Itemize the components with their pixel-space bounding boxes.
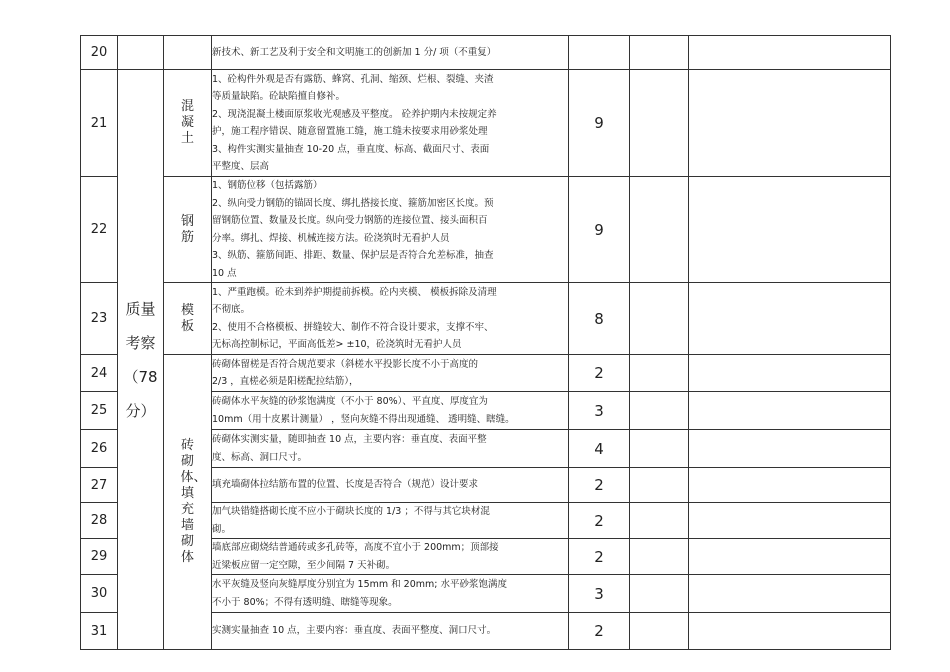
table-row (81, 36, 891, 70)
table-row (81, 283, 891, 355)
category-label-1: 质量 (125, 299, 156, 318)
subcategory-cell (164, 177, 212, 283)
subcategory-cell (164, 355, 212, 650)
blank-cell (630, 468, 689, 503)
category-cell (118, 36, 164, 70)
blank-cell (630, 70, 689, 177)
row-number: 30 (81, 575, 118, 613)
blank-cell (689, 613, 891, 650)
row-number: 28 (81, 503, 118, 539)
table-row (81, 70, 891, 177)
score-cell: 3 (569, 392, 630, 430)
subcategory-cell (164, 70, 212, 177)
subcategory-concrete: 混凝土 (180, 99, 194, 146)
subcategory-masonry: 砖砌体、填充墙砌体 (180, 438, 207, 565)
category-label-2: 考察 (125, 333, 156, 352)
quality-inspection-table (80, 35, 891, 650)
score-cell: 8 (569, 283, 630, 355)
category-cell (118, 70, 164, 650)
blank-cell (689, 468, 891, 503)
blank-cell (689, 575, 891, 613)
subcategory-rebar: 钢筋 (180, 213, 194, 245)
score-cell: 2 (569, 613, 630, 650)
subcategory-cell (164, 36, 212, 70)
category-label-3: （78 (123, 367, 158, 386)
row-number: 22 (81, 177, 118, 283)
blank-cell (630, 613, 689, 650)
blank-cell (630, 539, 689, 575)
blank-cell (630, 177, 689, 283)
score-cell: 3 (569, 575, 630, 613)
table-row (81, 177, 891, 283)
blank-cell (630, 392, 689, 430)
blank-cell (689, 355, 891, 392)
inspection-item: 砖砌体实测实量，随即抽查 10 点，主要内容：垂直度、表面平整 度、标高、洞口尺寸。 (212, 430, 569, 468)
score-cell: 2 (569, 539, 630, 575)
inspection-item: 砖砌体留槎是否符合规范要求（斜槎水平投影长度不小于高度的 2/3 ，直槎必须是阳槎配拉结筋）， (212, 355, 569, 392)
inspection-item: 实测实量抽查 10 点，主要内容：垂直度、表面平整度、洞口尺寸。 (212, 613, 569, 650)
blank-cell (689, 70, 891, 177)
blank-cell (630, 575, 689, 613)
blank-cell (689, 430, 891, 468)
inspection-item: 新技术、新工艺及利于安全和文明施工的创新加 1 分/ 项（不重复） (212, 36, 569, 70)
score-cell: 9 (569, 70, 630, 177)
score-cell: 4 (569, 430, 630, 468)
inspection-item: 砖砌体水平灰缝的砂浆饱满度（不小于 80%）、平直度、厚度宜为 10mm（用十皮累计测量） ，竖向灰缝不得出现通缝、 透明缝、瞎缝。 (212, 392, 569, 430)
subcategory-formwork: 模板 (180, 302, 194, 334)
blank-cell (630, 430, 689, 468)
row-number: 27 (81, 468, 118, 503)
inspection-item: 墙底部应砌烧结普通砖或多孔砖等，高度不宜小于 200mm；顶部接 近梁板应留一定空隙，至少间隔 7 天补砌。 (212, 539, 569, 575)
row-number: 31 (81, 613, 118, 650)
score-cell: 2 (569, 468, 630, 503)
inspection-item: 水平灰缝及竖向灰缝厚度分别宜为 15mm 和 20mm; 水平砂浆饱满度 不小于 80%；不得有透明缝、瞎缝等现象。 (212, 575, 569, 613)
table-row (81, 355, 891, 392)
blank-cell (630, 355, 689, 392)
blank-cell (689, 177, 891, 283)
score-cell: 2 (569, 355, 630, 392)
inspection-item: 1、钢筋位移（包括露筋） 2、纵向受力钢筋的锚固长度、绑扎搭接长度、箍筋加密区长度。预 留钢筋位置、数量及长度。纵向受力钢筋的连接位置、接头面积百 分率。绑扎、焊接、机械连接方法。砼浇筑时无看护人员 3、纵筋、箍筋间距、排距、数量、保护层是否符合允差标准，抽查 10 点 (212, 177, 569, 283)
row-number: 26 (81, 430, 118, 468)
blank-cell (630, 36, 689, 70)
blank-cell (689, 539, 891, 575)
row-number: 25 (81, 392, 118, 430)
inspection-item: 加气块错缝搭砌长度不应小于砌块长度的 1/3 ；不得与其它块材混 砌。 (212, 503, 569, 539)
row-number: 23 (81, 283, 118, 355)
blank-cell (689, 283, 891, 355)
category-label-4: 分） (125, 401, 156, 420)
score-cell: 9 (569, 177, 630, 283)
blank-cell (689, 392, 891, 430)
inspection-item: 1、严重跑模。砼未到养护期提前拆模。砼内夹模、 模板拆除及清理 不彻底。 2、使用不合格模板、拼缝较大、制作不符合设计要求，支撑不牢、 无标高控制标记，平面高低差> ±10，砼浇筑时无看护人员 (212, 283, 569, 355)
blank-cell (630, 283, 689, 355)
blank-cell (630, 503, 689, 539)
row-number: 24 (81, 355, 118, 392)
inspection-item: 填充墙砌体拉结筋布置的位置、长度是否符合（规范）设计要求 (212, 468, 569, 503)
blank-cell (689, 36, 891, 70)
inspection-item: 1、砼构件外观是否有露筋、蜂窝、孔洞、缩颈、烂根、裂缝、夹渣 等质量缺陷。砼缺陷擅自修补。 2、现浇混凝土楼面原浆收光观感及平整度。 砼养护期内未按规定养 护，施工程序错误、随意留置施工缝，施工缝未按要求用砂浆处理 3、构件实测实量抽查 10-20 点，垂直度、标高、截面尺寸、表面 平整度、层高 (212, 70, 569, 177)
score-cell (569, 36, 630, 70)
score-cell: 2 (569, 503, 630, 539)
subcategory-cell (164, 283, 212, 355)
row-number: 29 (81, 539, 118, 575)
row-number: 21 (81, 70, 118, 177)
blank-cell (689, 503, 891, 539)
row-number: 20 (81, 36, 118, 70)
